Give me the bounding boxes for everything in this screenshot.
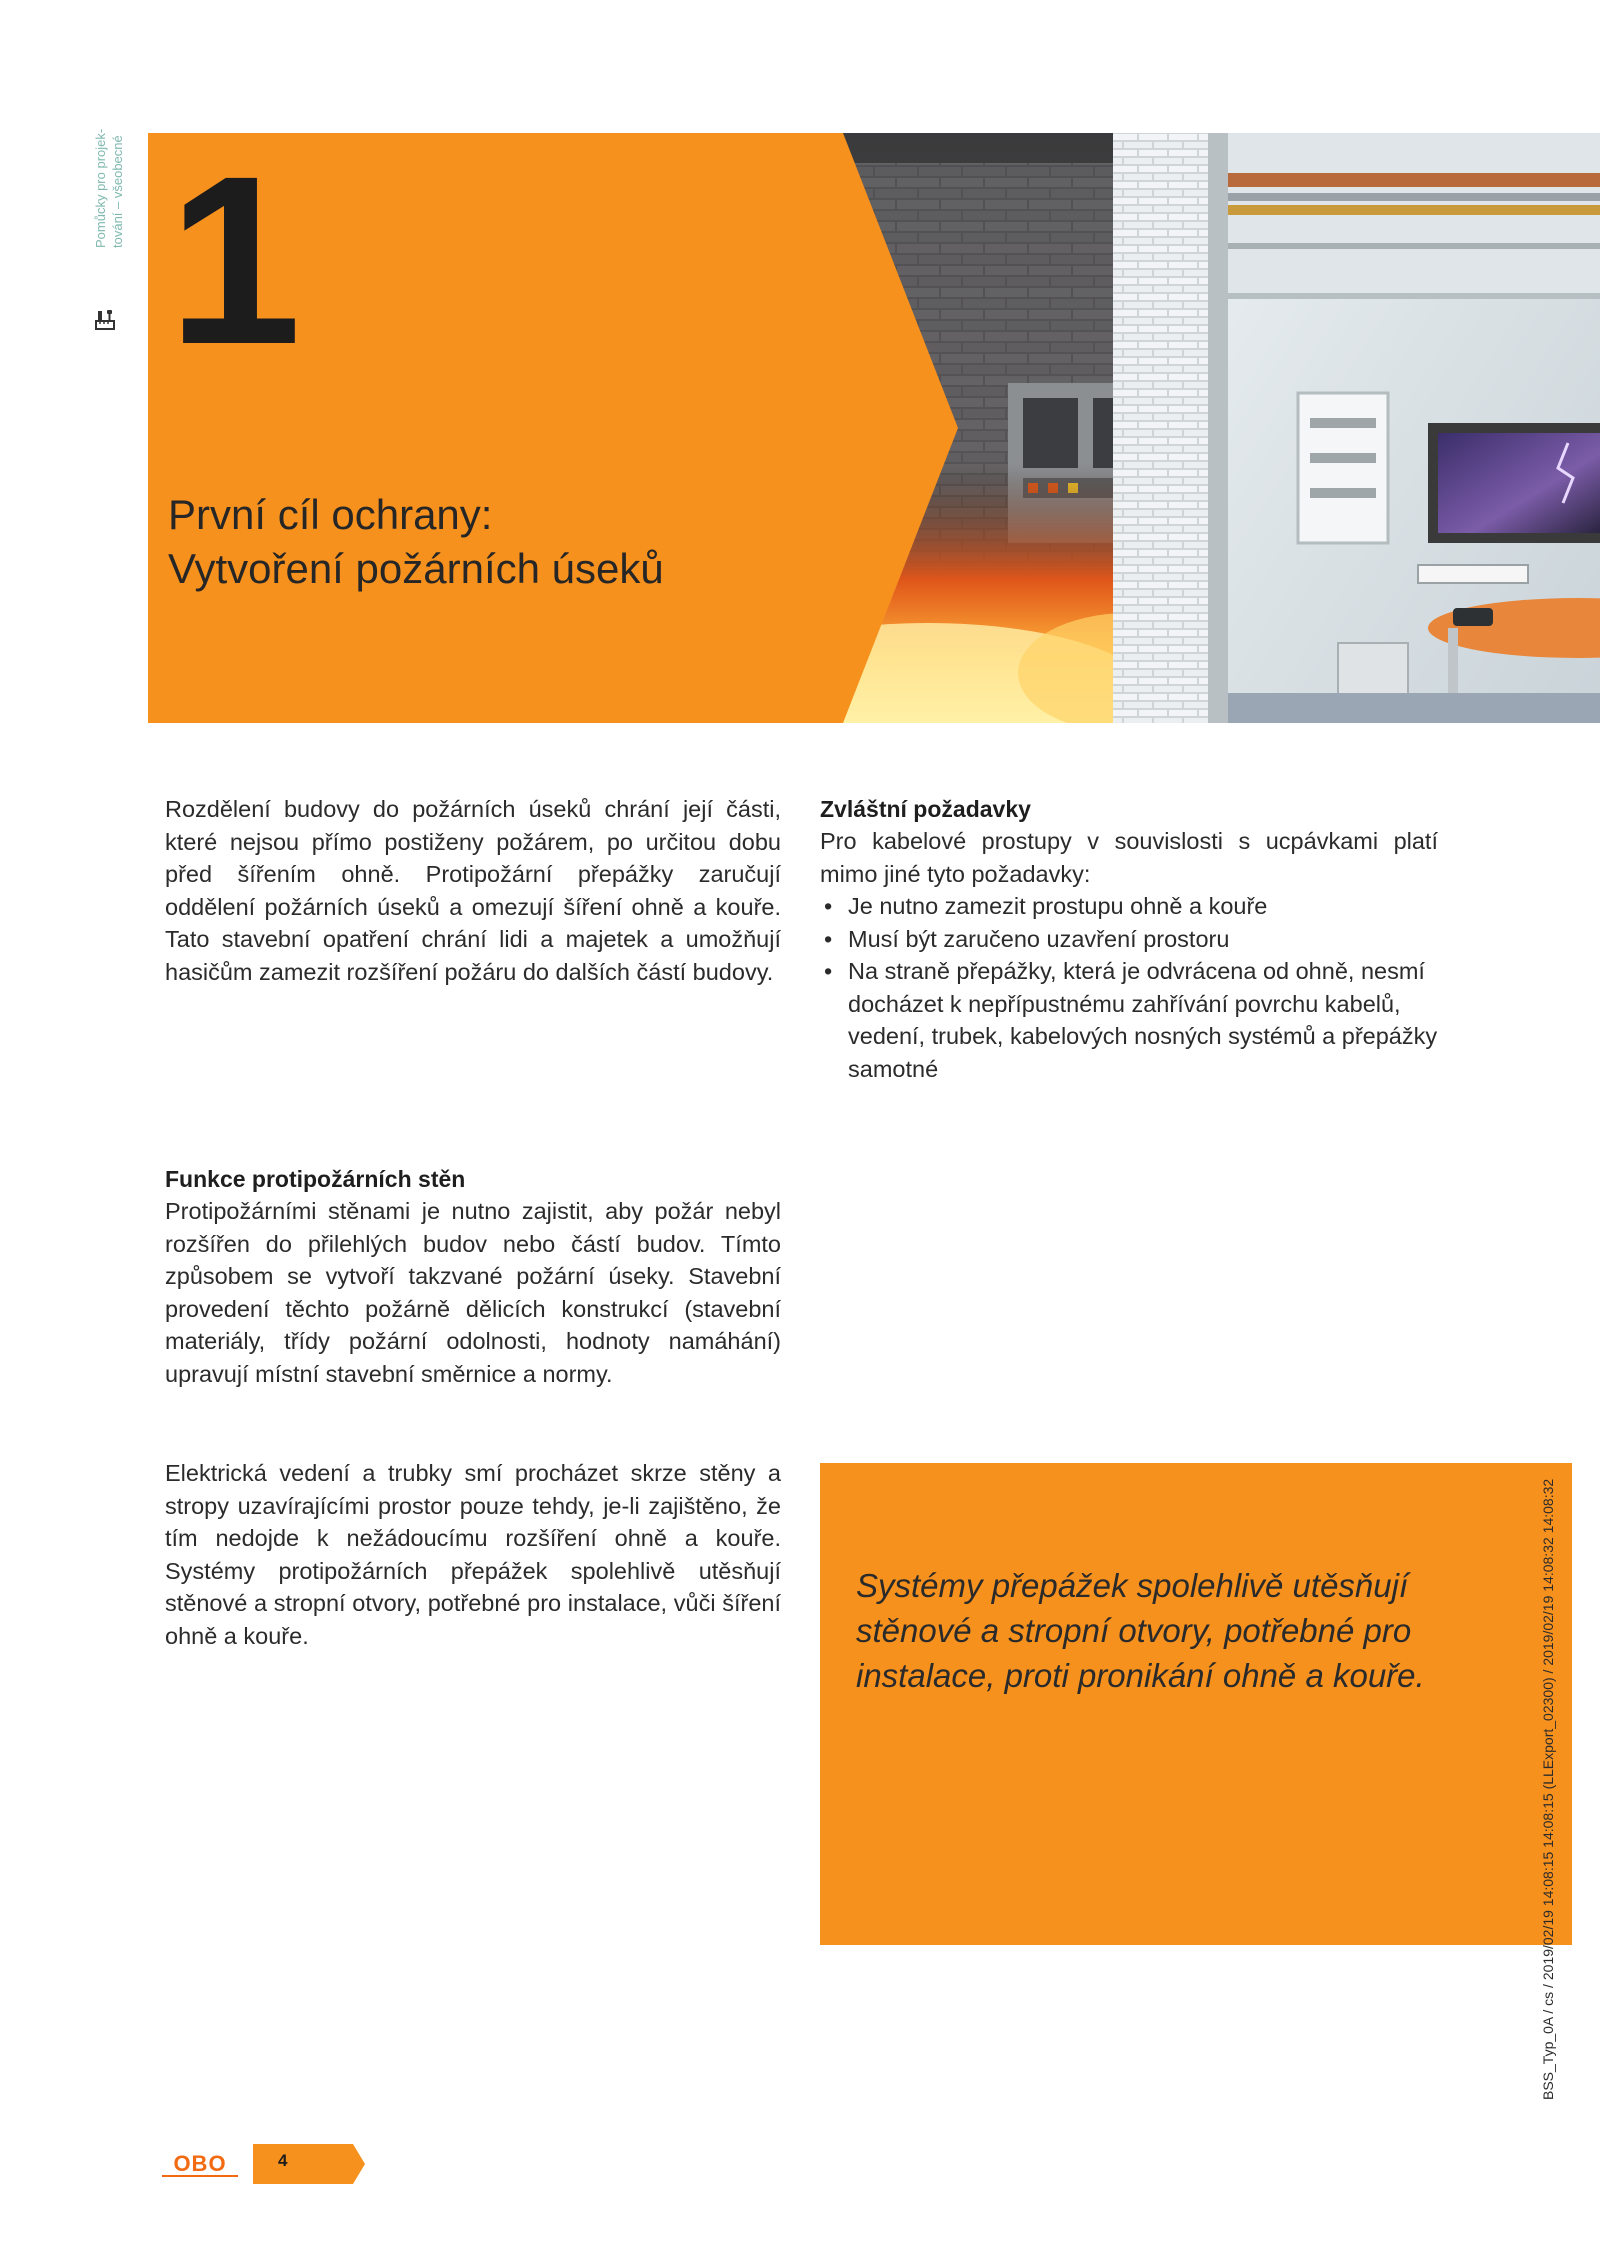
intro-section xyxy=(165,793,781,988)
special-requirements-list xyxy=(820,890,1438,1085)
intro-paragraph: Rozdělení budovy do požárních úseků chrání její části, které nejsou přímo postiženy požárem, po určitou dobu před šířením ohně. Protipožární přepážky zaručují oddělení požárních úseků a omezují šíření ohně a kouře. Tato stavební opatření chrání lidi a majetek a umožňují hasičům zamezit rozšíření požáru do dalších částí budovy. xyxy=(165,796,781,985)
side-nav-line-2: tování – všeobecné xyxy=(110,135,125,248)
page-number: 4 xyxy=(278,2151,288,2170)
chapter-number: 1 xyxy=(168,126,296,394)
page-title xyxy=(168,488,664,596)
page-title-line-1: První cíl ochrany: xyxy=(168,491,493,538)
list-item: • Na straně přepážky, která je odvrácena od ohně, nesmí docházet k nepřípustnému zahřívání povrchu kabelů, vedení, trubek, kabelových nosných systémů a přepážky samotné xyxy=(820,955,1438,1085)
obo-logo xyxy=(160,2150,240,2180)
hero-banner xyxy=(148,126,1600,723)
special-requirements-intro: Pro kabelové prostupy v souvislosti s ucpávkami platí mimo jiné tyto požadavky: xyxy=(820,828,1438,887)
hero-orange-arrow-panel xyxy=(148,126,1600,723)
fire-walls-section xyxy=(165,1163,781,1390)
list-item: • Je nutno zamezit prostupu ohně a kouře xyxy=(820,890,1438,923)
quote-text: Systémy přepážek spolehlivě utěsňují stěnové a stropní otvory, potřebné pro instalace, proti pronikání ohně a kouře. xyxy=(856,1567,1425,1694)
ruler-screwdriver-icon xyxy=(94,308,116,338)
fire-walls-heading: Funkce protipožárních stěn xyxy=(165,1166,466,1192)
list-item: • Musí být zaručeno uzavření prostoru xyxy=(820,923,1438,956)
obo-logo-text: OBO xyxy=(173,2151,227,2176)
cables-paragraph: Elektrická vedení a trubky smí procházet skrze stěny a stropy uzavírajícími prostor pouze tehdy, je-li zajištěno, že tím nedojde k nežádoucímu rozšíření ohně a kouře. Systémy protipožárních přepážek spolehlivě utěsňují stěnové a stropní otvory, potřebné pro instalace, vůči šíření ohně a kouře. xyxy=(165,1460,781,1649)
page-number-tab xyxy=(253,2144,365,2184)
fire-walls-paragraph: Protipožárními stěnami je nutno zajistit, aby požár nebyl rozšířen do přilehlých budov nebo částí budov. Tímto způsobem se vytvoří takzvané požární úseky. Stavební provedení těchto požárně dělicích konstrukcí (stavební materiály, třídy požární odolnosti, hodnoty namáhání) upravují místní stavební směrnice a normy. xyxy=(165,1198,781,1387)
side-navigation xyxy=(92,108,132,338)
cables-section xyxy=(165,1457,781,1652)
side-nav-label xyxy=(92,108,126,248)
side-nav-line-1: Pomůcky pro projek- xyxy=(93,128,108,248)
special-requirements-section xyxy=(820,793,1438,1085)
page-title-line-2: Vytvoření požárních úseků xyxy=(168,545,664,592)
document-metadata: BSS_Typ_0A / cs / 2019/02/19 14:08:15 14:08:15 (LLExport_02300) / 2019/02/19 14:08:32 14:08:32 xyxy=(1540,1478,1556,2100)
special-requirements-heading: Zvláštní požadavky xyxy=(820,796,1031,822)
quote-box xyxy=(820,1463,1572,1945)
